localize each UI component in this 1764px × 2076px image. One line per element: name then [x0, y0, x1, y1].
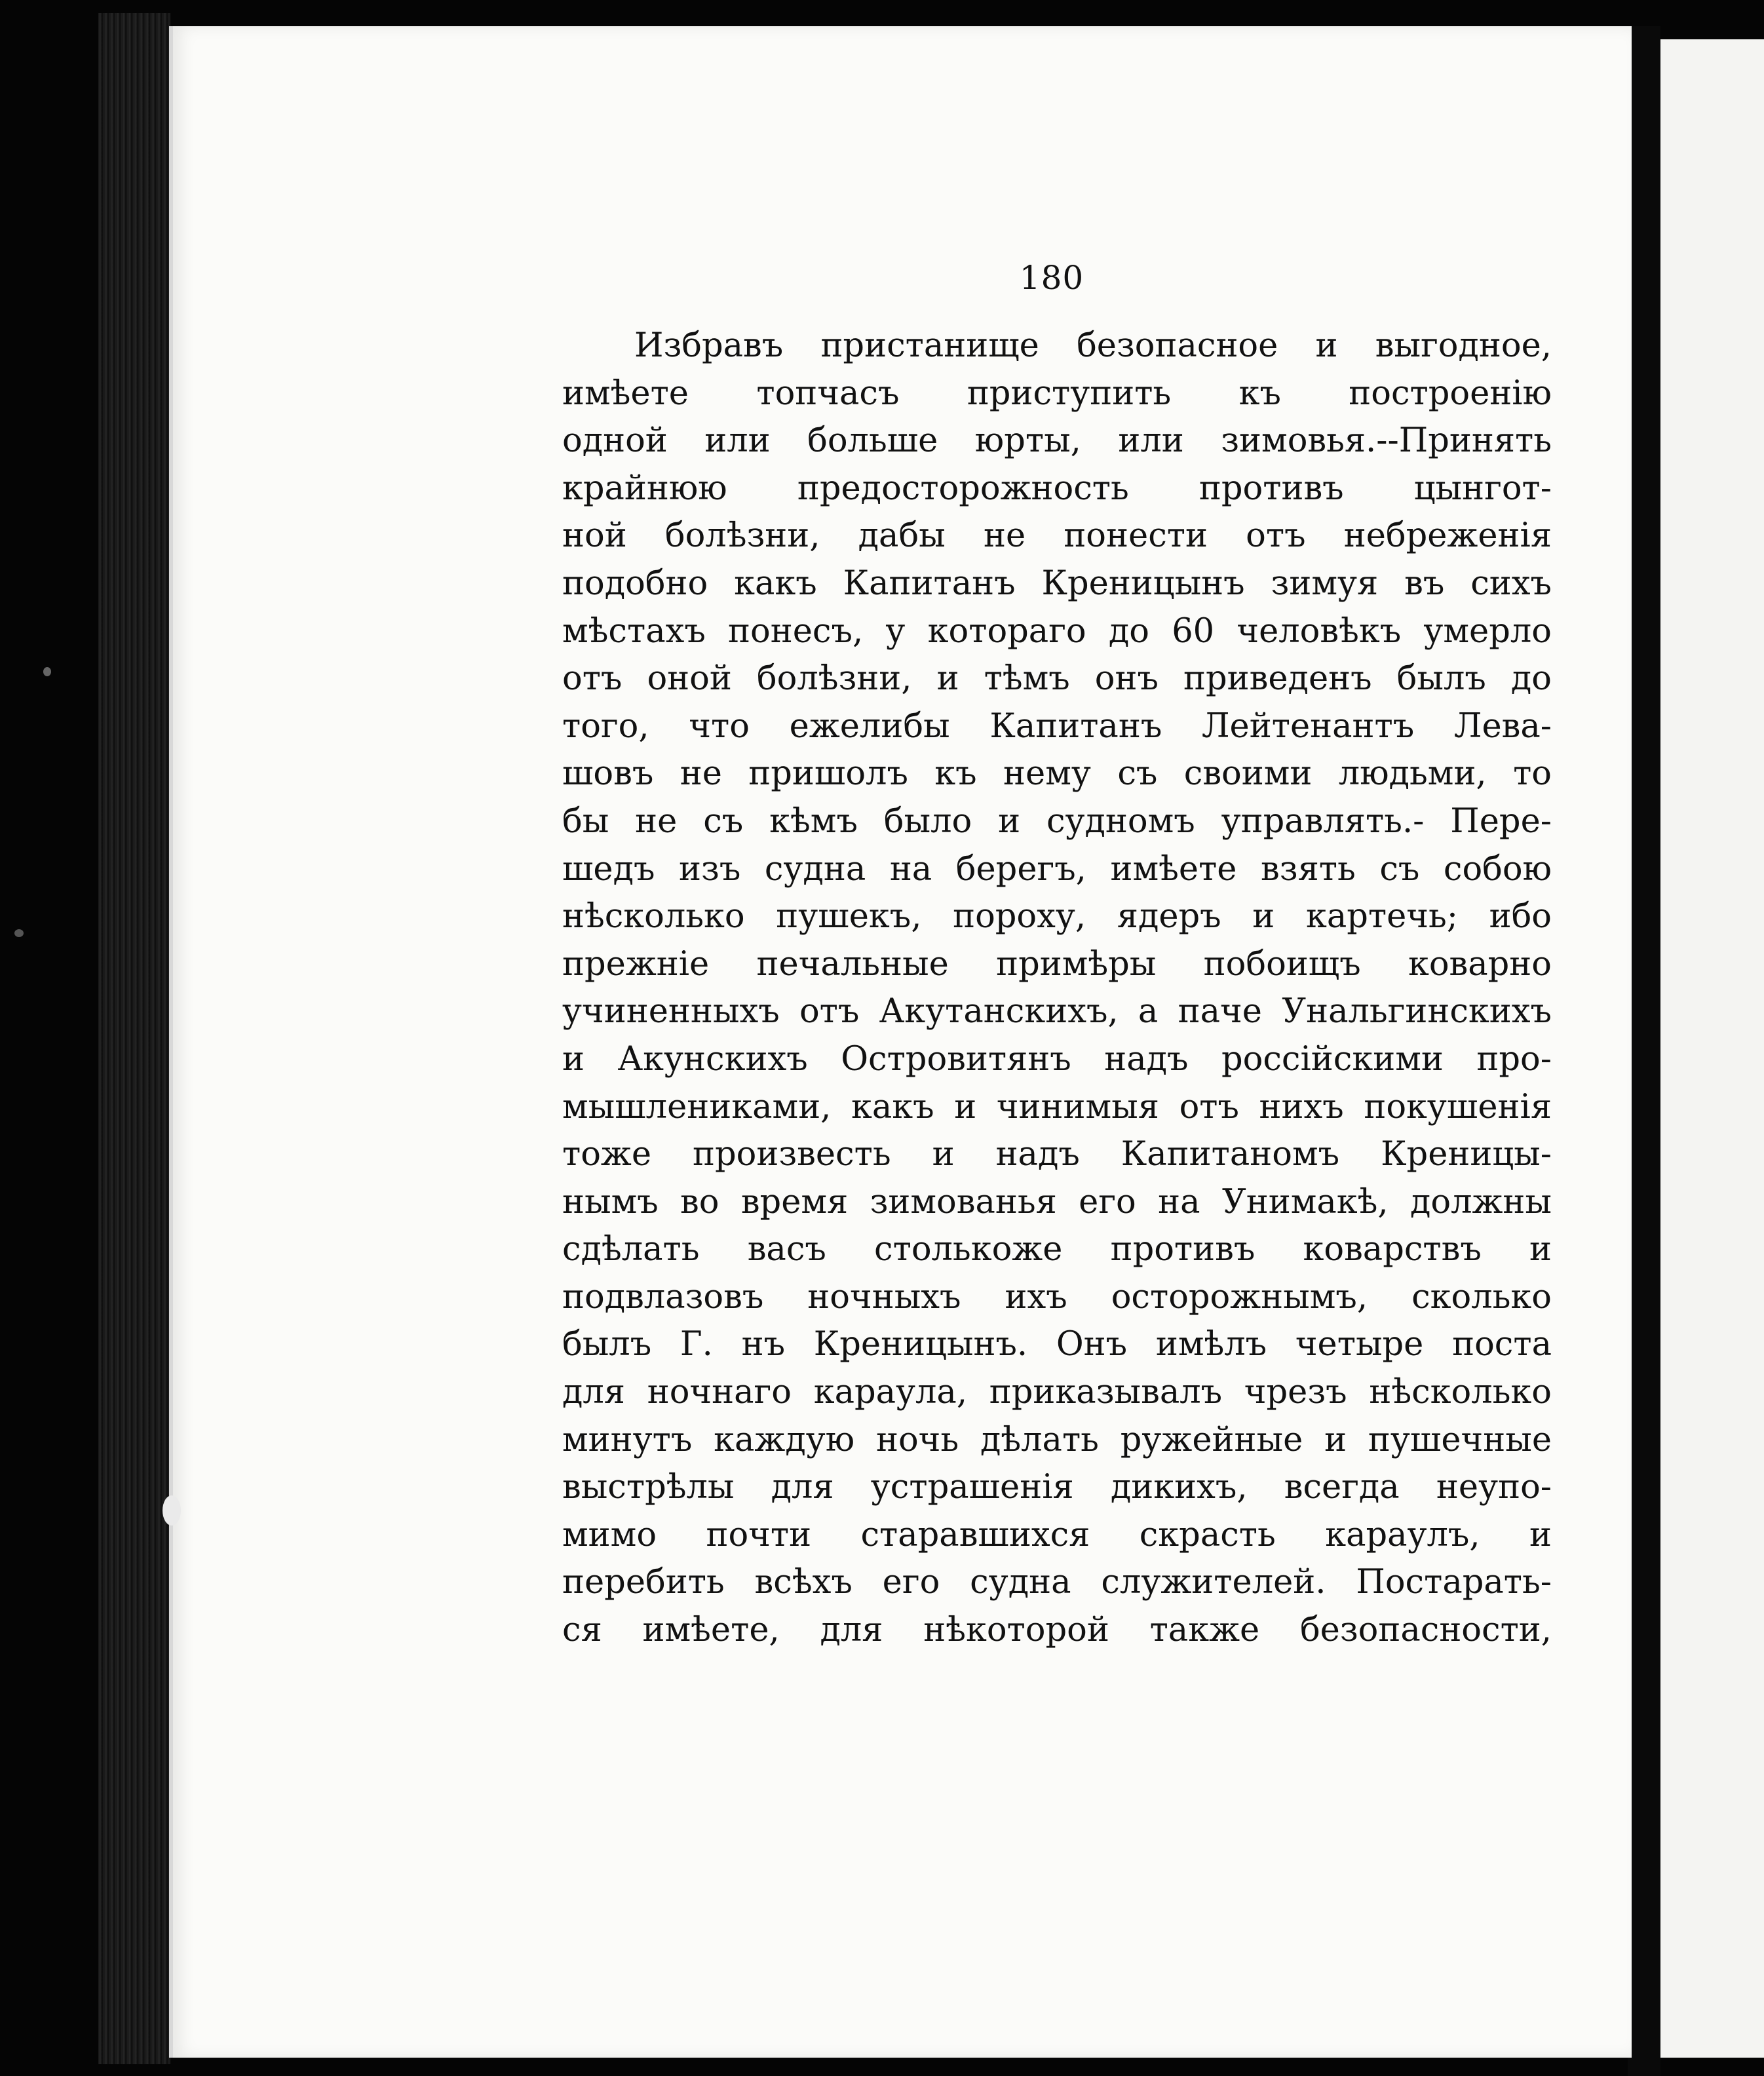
- text-line: одной или больше юрты, или зимовья.--Принять: [562, 421, 1552, 461]
- text-line: Избравъ пристанище безопасное и выгодное,: [634, 326, 1552, 365]
- text-line: выстрѣлы для устрашенія дикихъ, всегда неупо-: [562, 1468, 1552, 1507]
- book-page-edges: [98, 13, 170, 2064]
- text-line: учиненныхъ отъ Акутанскихъ, а паче Унальгинскихъ: [562, 992, 1552, 1031]
- text-line: минутъ каждую ночь дѣлать ружейные и пушечные: [562, 1420, 1552, 1459]
- text-line: шедъ изъ судна на берегъ, имѣете взять съ собою: [562, 849, 1552, 889]
- text-line: подвлазовъ ночныхъ ихъ осторожнымъ, сколько: [562, 1277, 1552, 1317]
- text-line: ся имѣете, для нѣкоторой также безопасности,: [562, 1611, 1552, 1650]
- page-number: 180: [1019, 259, 1084, 297]
- text-line: нѣсколько пушекъ, пороху, ядеръ и картечь; ибо: [562, 897, 1552, 936]
- text-line: былъ Г. нъ Креницынъ. Онъ имѣлъ четыре поста: [562, 1325, 1552, 1364]
- text-line: бы не съ кѣмъ было и судномъ управлять.- Пере-: [562, 801, 1552, 841]
- text-line: ной болѣзни, дабы не понести отъ небреженія: [562, 516, 1552, 556]
- text-line: мышлениками, какъ и чинимыя отъ нихъ покушенія: [562, 1087, 1552, 1126]
- text-line: прежніе печальные примѣры побоищъ коварно: [562, 944, 1552, 984]
- text-line: шовъ не пришолъ къ нему съ своими людьми, то: [562, 754, 1552, 794]
- text-line: мимо почти старавшихся скрасть караулъ, и: [562, 1515, 1552, 1554]
- text-line: крайнюю предосторожность противъ цынгот-: [562, 469, 1552, 508]
- text-line: имѣете топчасъ приступить къ построенію: [562, 374, 1552, 413]
- text-line: и Акунскихъ Островитянъ надъ россійскими про-: [562, 1039, 1552, 1079]
- text-line: нымъ во время зимованья его на Унимакѣ, должны: [562, 1182, 1552, 1221]
- text-line: перебить всѣхъ его судна служителей. Постарать-: [562, 1563, 1552, 1602]
- text-line: тоже произвесть и надъ Капитаномъ Креницы-: [562, 1135, 1552, 1174]
- text-line: мѣстахъ понесъ, у котораго до 60 человѣкъ умерло: [562, 611, 1552, 651]
- text-line: подобно какъ Капитанъ Креницынъ зимуя въ сихъ: [562, 564, 1552, 603]
- facing-page-edge: [1660, 39, 1764, 2058]
- text-line: того, что ежелибы Капитанъ Лейтенантъ Лева-: [562, 706, 1552, 746]
- text-line: для ночнаго караула, приказывалъ чрезъ нѣсколько: [562, 1373, 1552, 1412]
- scan-speck: [14, 929, 24, 937]
- text-line: сдѣлать васъ столькоже противъ коварствъ и: [562, 1230, 1552, 1269]
- book-gutter: [1628, 26, 1660, 2076]
- text-line: отъ оной болѣзни, и тѣмъ онъ приведенъ былъ до: [562, 659, 1552, 699]
- body-text: [562, 322, 1552, 1655]
- scan-speck: [163, 1495, 181, 1526]
- scan-speck: [43, 667, 51, 676]
